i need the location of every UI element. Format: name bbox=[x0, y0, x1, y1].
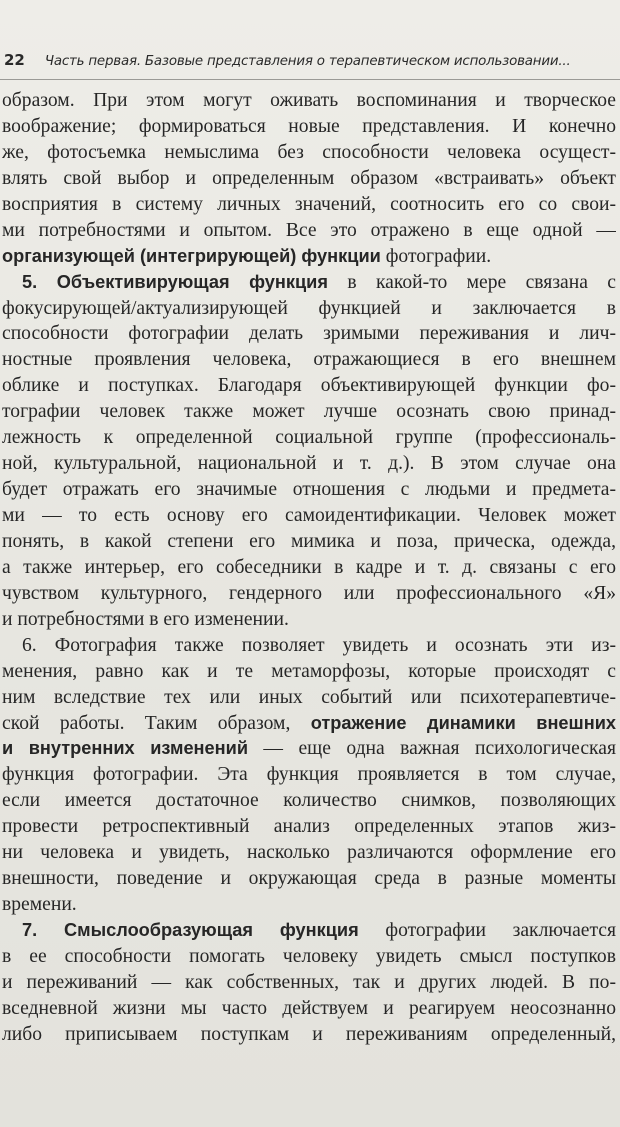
text-line bbox=[2, 944, 616, 970]
text-run: ми — то есть основу его самоидентификации. Человек может bbox=[2, 505, 616, 526]
text-line bbox=[2, 373, 616, 399]
text-line bbox=[2, 633, 616, 659]
text-run: и потребностями в его изменении. bbox=[2, 608, 289, 630]
page-number: 22 bbox=[4, 51, 25, 69]
text-line bbox=[2, 425, 616, 451]
text-line bbox=[2, 659, 616, 685]
text-run: лежность к определенной социальной группе (профессиональ- bbox=[2, 427, 616, 449]
text-run: в ее способности помогать человеку увидеть смысл поступков bbox=[2, 945, 616, 967]
text-line bbox=[2, 892, 616, 918]
bold-term: организующей (интегрирующей) функции bbox=[2, 245, 381, 266]
text-line bbox=[2, 270, 616, 296]
text-run: ской работы. Таким образом, bbox=[2, 712, 311, 734]
text-run: воображение; формироваться новые представления. И конечно bbox=[2, 115, 616, 137]
text-line bbox=[2, 685, 616, 711]
text-line bbox=[2, 347, 616, 373]
text-line bbox=[2, 503, 616, 529]
text-line bbox=[2, 918, 616, 944]
text-run: ним вследствие тех или иных событий или психотерапевтиче- bbox=[2, 686, 616, 708]
text-line bbox=[2, 970, 616, 996]
paragraph bbox=[2, 88, 616, 270]
paragraph bbox=[2, 270, 616, 633]
text-line bbox=[2, 736, 616, 762]
text-line bbox=[2, 814, 616, 840]
bold-term: 7. Смыслообразующая функция bbox=[22, 920, 359, 940]
text-line bbox=[2, 607, 616, 633]
text-run: функция фотографии. Эта функция проявляется в том случае, bbox=[2, 764, 616, 786]
text-line bbox=[2, 218, 616, 244]
text-run: понять, в какой степени его мимика и поза, прическа, одежда, bbox=[2, 530, 616, 552]
text-line bbox=[2, 244, 616, 270]
text-line bbox=[2, 711, 616, 737]
text-line bbox=[2, 1022, 616, 1048]
text-line bbox=[2, 399, 616, 425]
running-title: Часть первая. Базовые представления о терапевтическом использовании... bbox=[44, 54, 571, 69]
text-line bbox=[2, 166, 616, 192]
text-line bbox=[2, 581, 616, 607]
paragraph bbox=[2, 633, 616, 918]
text-run: чувством культурного, гендерного или профессионального «Я» bbox=[2, 582, 616, 604]
bold-term: отражение динамики внешних bbox=[310, 712, 616, 733]
bold-term: 5. Объективирующая функция bbox=[22, 271, 328, 292]
text-run: и переживаний — как собственных, так и других людей. В по- bbox=[2, 971, 616, 993]
text-run: фокусирующей/актуализирующей функцией и заключается в bbox=[2, 297, 616, 319]
text-run: внешности, поведение и окружающая среда в разные моменты bbox=[2, 868, 616, 890]
text-run: будет отражать его значимые отношения с людьми и предмета- bbox=[2, 479, 616, 501]
header-rule bbox=[0, 79, 620, 80]
text-run: — еще одна важная психологическая bbox=[248, 738, 616, 760]
text-run: ной, культуральной, национальной и т. д.). В этом случае она bbox=[2, 453, 616, 475]
text-line bbox=[2, 140, 616, 166]
text-line bbox=[2, 555, 616, 581]
text-run: ни человека и увидеть, насколько различаются оформление его bbox=[2, 842, 616, 864]
text-run: 6. Фотография также позволяет увидеть и осознать эти из- bbox=[22, 634, 616, 656]
text-run: восприятия в систему личных значений, соотносить его со свои- bbox=[2, 193, 616, 215]
text-run: если имеется достаточное количество снимков, позволяющих bbox=[2, 790, 616, 812]
text-line bbox=[2, 321, 616, 347]
text-run: либо приписываем поступкам и переживаниям определенный, bbox=[2, 1023, 616, 1045]
text-line bbox=[2, 529, 616, 555]
text-run: фотографии заключается bbox=[358, 920, 616, 941]
text-run: ми потребностями и опытом. Все это отражено в еще одной — bbox=[2, 219, 616, 241]
text-line bbox=[2, 996, 616, 1022]
text-run: влять свой выбор и определенным образом «встраивать» объект bbox=[2, 167, 616, 189]
text-line bbox=[2, 477, 616, 503]
text-line bbox=[2, 866, 616, 892]
text-line bbox=[2, 296, 616, 322]
running-header bbox=[4, 51, 616, 75]
text-line bbox=[2, 451, 616, 477]
text-run: тографии человек также может лучше осознать свою принад- bbox=[2, 401, 616, 423]
text-run: способности фотографии делать зримыми переживания и лич- bbox=[2, 323, 616, 345]
text-run: времени. bbox=[2, 894, 77, 916]
text-run: менения, равно как и те метаморфозы, которые происходят с bbox=[2, 660, 616, 682]
text-run: облике и поступках. Благодаря объективирующей функции фо- bbox=[2, 375, 616, 397]
text-run: фотографии. bbox=[380, 245, 492, 267]
text-line bbox=[2, 788, 616, 814]
text-run: же, фотосъемка немыслима без способности человека осущест- bbox=[2, 141, 616, 163]
text-run: ностные проявления человека, отражающиеся в его внешнем bbox=[2, 349, 616, 371]
text-line bbox=[2, 840, 616, 866]
text-line bbox=[2, 88, 616, 114]
text-run: а также интерьер, его собеседники в кадре и т. д. связаны с его bbox=[2, 556, 616, 578]
text-run: провести ретроспективный анализ определенных этапов жиз- bbox=[2, 816, 616, 838]
text-line bbox=[2, 114, 616, 140]
text-run: образом. При этом могут оживать воспоминания и творческое bbox=[2, 90, 616, 111]
bold-term: и внутренних изменений bbox=[2, 738, 249, 759]
text-line bbox=[2, 762, 616, 788]
body-text bbox=[2, 88, 616, 1048]
text-run: вседневной жизни мы часто действуем и реагируем неосознанно bbox=[2, 997, 616, 1019]
text-run: в какой-то мере связана с bbox=[327, 271, 616, 293]
text-line bbox=[2, 192, 616, 218]
paragraph bbox=[2, 918, 616, 1048]
